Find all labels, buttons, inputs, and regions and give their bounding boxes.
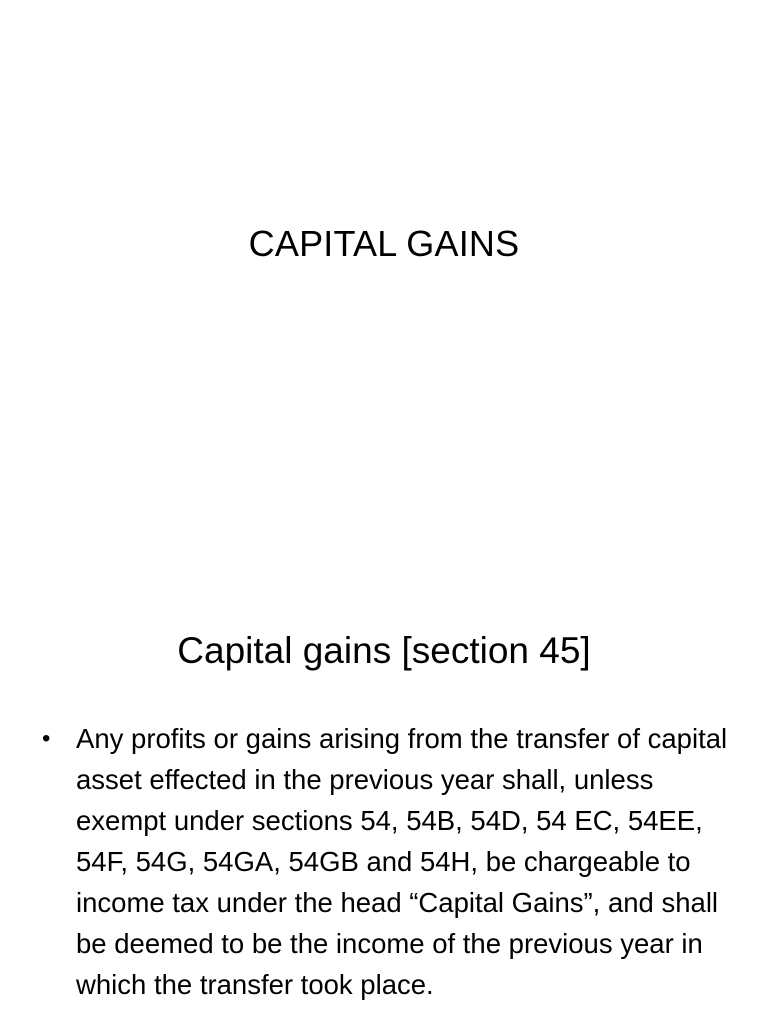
bullet-icon: •	[42, 725, 51, 752]
slide-section-45	[0, 576, 768, 1024]
bullet-item	[40, 718, 730, 1005]
bullet-text: Any profits or gains arising from the transfer of capital asset effected in the previous year shall, unless exempt under sections 54, 54B, 54D, 54 EC, 54EE, 54F, 54G, 54GA, 54GB and 54H, be chargeable to income tax under the head “Capital Gains”, and shall be deemed to be the income of the previous year in which the transfer took place.	[76, 723, 728, 1000]
slide-1-title: CAPITAL GAINS	[248, 223, 520, 264]
bullet-list	[40, 718, 730, 1005]
slide-2-title: Capital gains [section 45]	[177, 630, 591, 671]
